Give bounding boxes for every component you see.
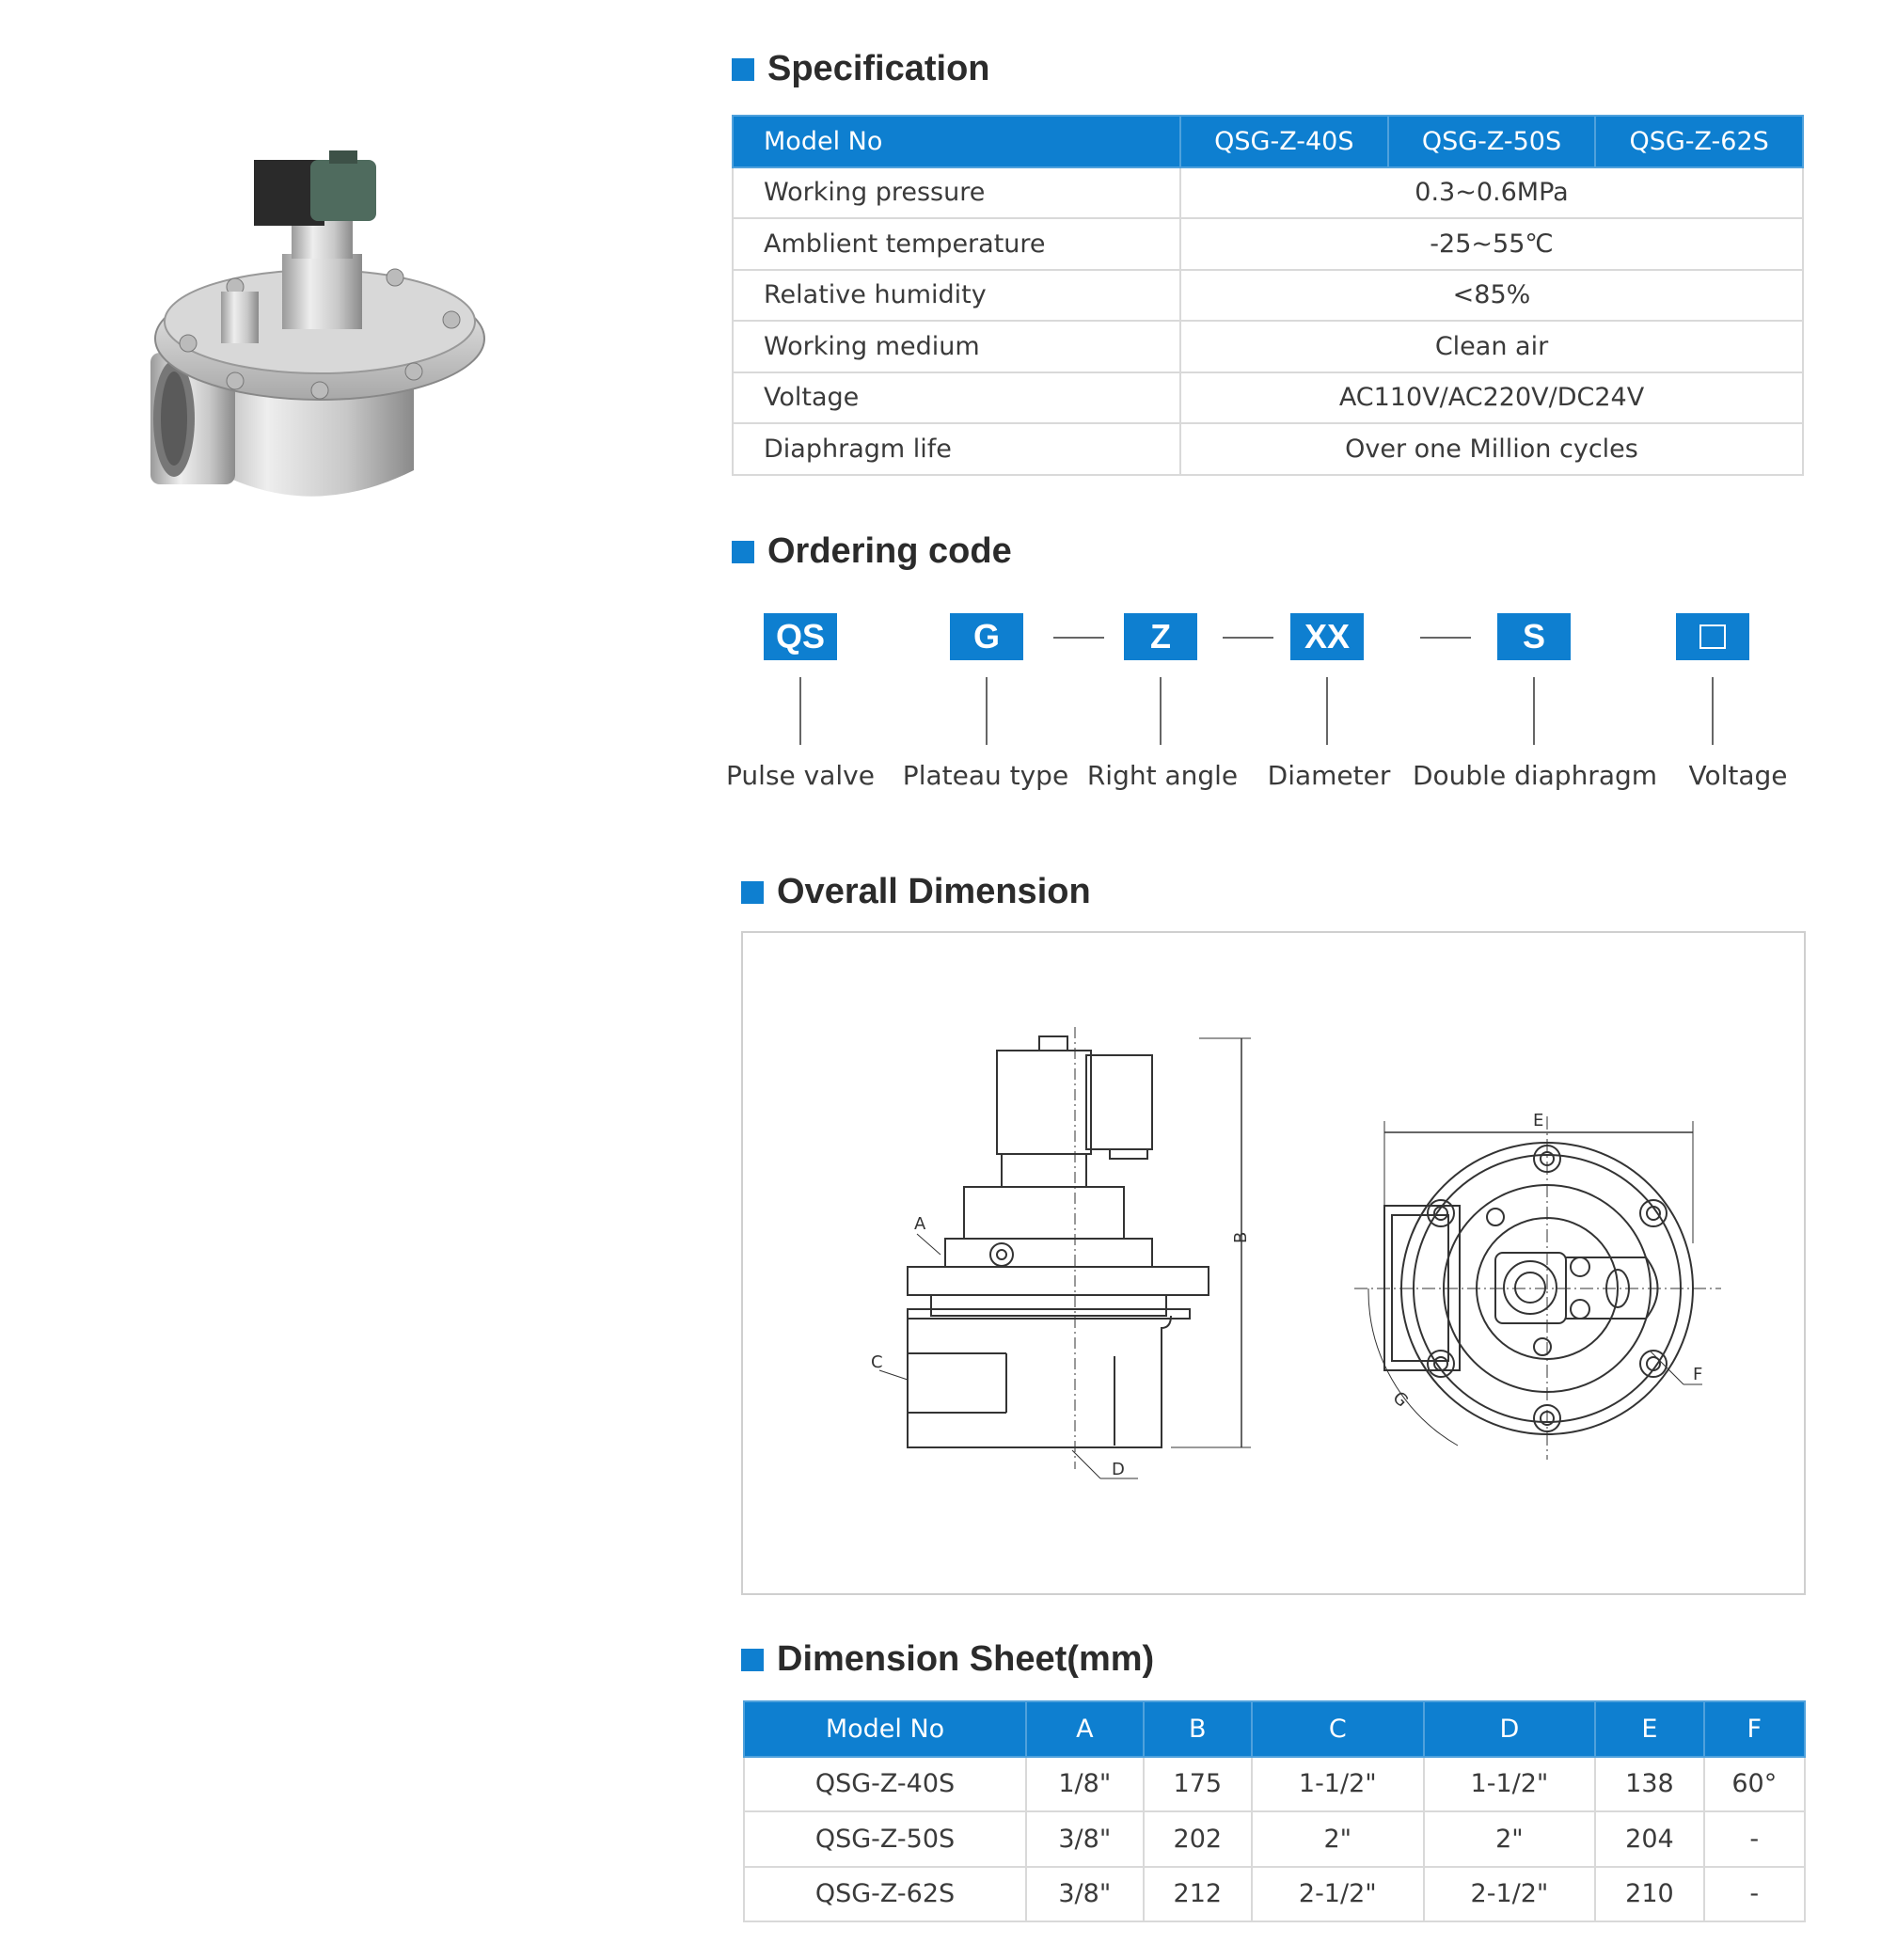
- row-value: Clean air: [1180, 321, 1803, 372]
- code-label-double-diaphragm: Double diaphragm: [1412, 760, 1658, 791]
- heading-text: Overall Dimension: [777, 872, 1091, 911]
- cell-f: -: [1704, 1811, 1805, 1867]
- row-value: Over one Million cycles: [1180, 423, 1803, 475]
- cell-c: 1-1/2": [1252, 1757, 1424, 1812]
- table-row: [733, 270, 1803, 322]
- row-label: Working medium: [733, 321, 1180, 372]
- product-photo: [132, 150, 508, 545]
- table-row: [733, 423, 1803, 475]
- label-a: A: [914, 1214, 926, 1234]
- technical-drawing: [743, 933, 1804, 1593]
- heading-bullet: [741, 881, 764, 904]
- table-row: [744, 1811, 1805, 1867]
- dash-separator: [1053, 637, 1104, 639]
- cell-d: 1-1/2": [1424, 1757, 1596, 1812]
- cell-b: 175: [1144, 1757, 1252, 1812]
- code-label-plateau-type: Plateau type: [902, 760, 1069, 791]
- label-e: E: [1533, 1111, 1544, 1130]
- table-row: [733, 321, 1803, 372]
- overall-dimension-heading: [741, 872, 1091, 912]
- header-c: C: [1252, 1701, 1424, 1757]
- row-value: 0.3~0.6MPa: [1180, 167, 1803, 219]
- connector-line: [1326, 677, 1328, 745]
- table-row: [744, 1867, 1805, 1922]
- dash-separator: [1223, 637, 1273, 639]
- code-label-diameter: Diameter: [1267, 760, 1391, 791]
- cell-e: 210: [1595, 1867, 1703, 1922]
- specification-table: [732, 115, 1804, 476]
- row-value: AC110V/AC220V/DC24V: [1180, 372, 1803, 424]
- header-d: D: [1424, 1701, 1596, 1757]
- code-label-pulse-valve: Pulse valve: [726, 760, 875, 791]
- top-view-drawing: [1354, 1116, 1721, 1460]
- table-row: [744, 1757, 1805, 1812]
- row-label: Relative humidity: [733, 270, 1180, 322]
- code-box-g: G: [950, 613, 1023, 660]
- header-model-no: Model No: [733, 116, 1180, 167]
- dimension-sheet-table: [743, 1700, 1806, 1922]
- code-box-xx: XX: [1290, 613, 1364, 660]
- code-label-right-angle: Right angle: [1086, 760, 1239, 791]
- heading-bullet: [732, 541, 754, 563]
- cell-model: QSG-Z-40S: [744, 1757, 1026, 1812]
- connector-line: [1160, 677, 1162, 745]
- header-e: E: [1595, 1701, 1703, 1757]
- cell-d: 2": [1424, 1811, 1596, 1867]
- heading-text: Specification: [767, 49, 990, 88]
- header-b: B: [1144, 1701, 1252, 1757]
- cell-c: 2": [1252, 1811, 1424, 1867]
- ordering-heading: [732, 531, 1012, 572]
- connector-line: [1712, 677, 1714, 745]
- ordering-code-diagram: [724, 602, 1815, 809]
- label-b: B: [1231, 1231, 1251, 1243]
- connector-line: [799, 677, 801, 745]
- header-model-1: QSG-Z-40S: [1180, 116, 1388, 167]
- heading-bullet: [732, 58, 754, 81]
- row-label: Amblient temperature: [733, 218, 1180, 270]
- cell-a: 3/8": [1026, 1867, 1144, 1922]
- code-box-qs: QS: [764, 613, 837, 660]
- label-d: D: [1112, 1460, 1125, 1479]
- empty-square-icon: [1699, 624, 1726, 649]
- header-a: A: [1026, 1701, 1144, 1757]
- dash-separator: [1420, 637, 1471, 639]
- dimension-drawing-frame: [741, 931, 1806, 1595]
- cell-e: 204: [1595, 1811, 1703, 1867]
- heading-text: Dimension Sheet(mm): [777, 1639, 1155, 1679]
- label-c: C: [871, 1352, 883, 1372]
- label-f: F: [1693, 1365, 1703, 1384]
- row-label: Voltage: [733, 372, 1180, 424]
- row-value: <85%: [1180, 270, 1803, 322]
- header-f: F: [1704, 1701, 1805, 1757]
- cell-model: QSG-Z-62S: [744, 1867, 1026, 1922]
- connector-line: [986, 677, 988, 745]
- header-model-no: Model No: [744, 1701, 1026, 1757]
- table-header-row: [744, 1701, 1805, 1757]
- table-row: [733, 218, 1803, 270]
- cell-model: QSG-Z-50S: [744, 1811, 1026, 1867]
- code-box-z: Z: [1124, 613, 1197, 660]
- table-row: [733, 372, 1803, 424]
- connector-line: [1533, 677, 1535, 745]
- cell-c: 2-1/2": [1252, 1867, 1424, 1922]
- code-label-voltage: Voltage: [1688, 760, 1788, 791]
- heading-bullet: [741, 1649, 764, 1671]
- row-label: Diaphragm life: [733, 423, 1180, 475]
- cell-b: 212: [1144, 1867, 1252, 1922]
- table-row: [733, 167, 1803, 219]
- code-box-s: S: [1497, 613, 1571, 660]
- cell-a: 1/8": [1026, 1757, 1144, 1812]
- header-model-3: QSG-Z-62S: [1595, 116, 1803, 167]
- specification-heading: [732, 49, 990, 89]
- header-model-2: QSG-Z-50S: [1388, 116, 1596, 167]
- dimension-sheet-heading: [741, 1639, 1154, 1680]
- cell-f: 60°: [1704, 1757, 1805, 1812]
- cell-e: 138: [1595, 1757, 1703, 1812]
- code-box-voltage: [1676, 613, 1749, 660]
- cell-d: 2-1/2": [1424, 1867, 1596, 1922]
- row-value: -25~55℃: [1180, 218, 1803, 270]
- cell-f: -: [1704, 1867, 1805, 1922]
- table-header-row: [733, 116, 1803, 167]
- cell-a: 3/8": [1026, 1811, 1144, 1867]
- label-g: G: [1388, 1387, 1413, 1412]
- side-view-drawing: [879, 1027, 1251, 1478]
- heading-text: Ordering code: [767, 531, 1012, 571]
- cell-b: 202: [1144, 1811, 1252, 1867]
- row-label: Working pressure: [733, 167, 1180, 219]
